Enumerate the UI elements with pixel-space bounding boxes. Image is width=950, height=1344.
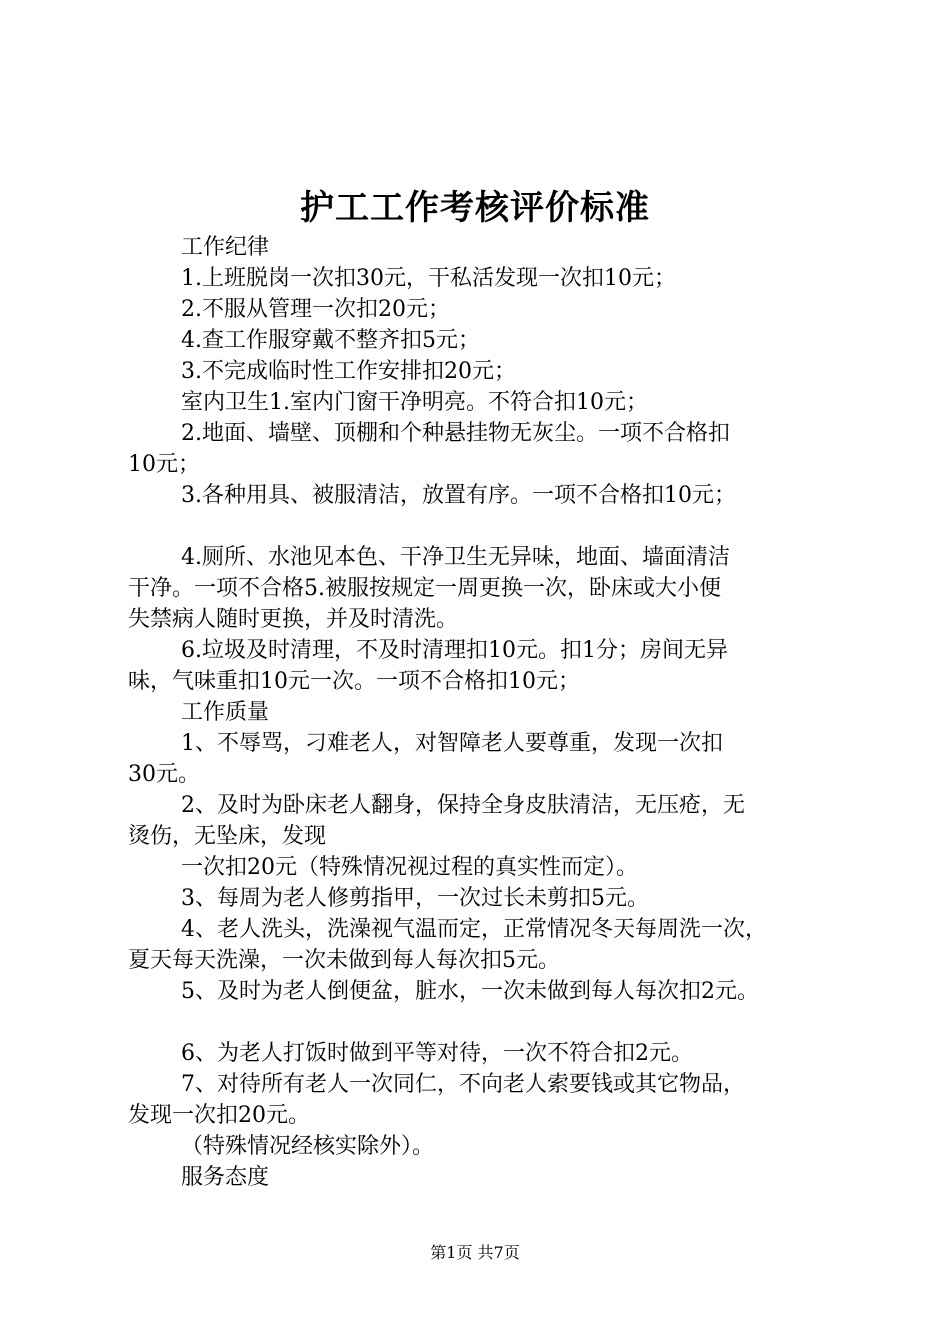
paragraph-line: 4.查工作服穿戴不整齐扣5元；	[181, 328, 480, 353]
paragraph-line: 3、每周为老人修剪指甲，一次过长未剪扣5元。	[181, 886, 649, 911]
paragraph-line: 6、为老人打饭时做到平等对待，一次不符合扣2元。	[181, 1041, 693, 1066]
paragraph-line: 发现一次扣20元。	[128, 1103, 310, 1128]
paragraph-line: 夏天每天洗澡，一次未做到每人每次扣5元。	[128, 948, 560, 973]
paragraph-line: 5、及时为老人倒便盆，脏水，一次未做到每人每次扣2元。	[181, 979, 759, 1004]
paragraph-line: 3.各种用具、被服清洁，放置有序。一项不合格扣10元；	[181, 483, 736, 508]
document-body	[128, 232, 840, 1193]
paragraph-line: 干净。一项不合格5.被服按规定一周更换一次，卧床或大小便	[128, 576, 721, 601]
paragraph-gap	[128, 1007, 840, 1038]
paragraph-line: 6.垃圾及时清理，不及时清理扣10元。扣1分；房间无异	[181, 638, 728, 663]
section-heading-discipline: 工作纪律	[181, 235, 270, 260]
section-heading-attitude: 服务态度	[181, 1165, 270, 1190]
paragraph-line: 失禁病人随时更换，并及时清洗。	[128, 607, 459, 632]
paragraph-line: 7、对待所有老人一次同仁，不向老人索要钱或其它物品，	[181, 1072, 745, 1097]
paragraph-line: 3.不完成临时性工作安排扣20元；	[181, 359, 516, 384]
paragraph-line: 2.不服从管理一次扣20元；	[181, 297, 450, 322]
paragraph-line: 一次扣20元（特殊情况视过程的真实性而定）。	[181, 855, 638, 880]
page-footer: 第1页 共7页	[430, 1243, 520, 1262]
paragraph-line: 味，气味重扣10元一次。一项不合格扣10元；	[128, 669, 580, 694]
paragraph-line: 2、及时为卧床老人翻身，保持全身皮肤清洁，无压疮，无	[181, 793, 745, 818]
document-title: 护工工作考核评价标准	[300, 188, 650, 228]
section-heading-hygiene: 室内卫生1.室内门窗干净明亮。不符合扣10元；	[181, 390, 648, 415]
paragraph-line: （特殊情况经核实除外）。	[181, 1134, 435, 1159]
paragraph-line: 1、不辱骂，刁难老人，对智障老人要尊重，发现一次扣	[181, 731, 723, 756]
paragraph-line: 30元。	[128, 762, 200, 787]
paragraph-line: 4、老人洗头，洗澡视气温而定，正常情况冬天每周洗一次，	[181, 917, 767, 942]
paragraph-line: 2.地面、墙壁、顶棚和个种悬挂物无灰尘。一项不合格扣	[181, 421, 730, 446]
paragraph-line: 4.厕所、水池见本色、干净卫生无异味，地面、墙面清洁	[181, 545, 730, 570]
paragraph-line: 10元；	[128, 452, 200, 477]
paragraph-line: 1.上班脱岗一次扣30元，干私活发现一次扣10元；	[181, 266, 676, 291]
section-heading-quality: 工作质量	[181, 700, 270, 725]
paragraph-line: 烫伤，无坠床，发现	[128, 824, 327, 849]
paragraph-gap	[128, 511, 840, 542]
